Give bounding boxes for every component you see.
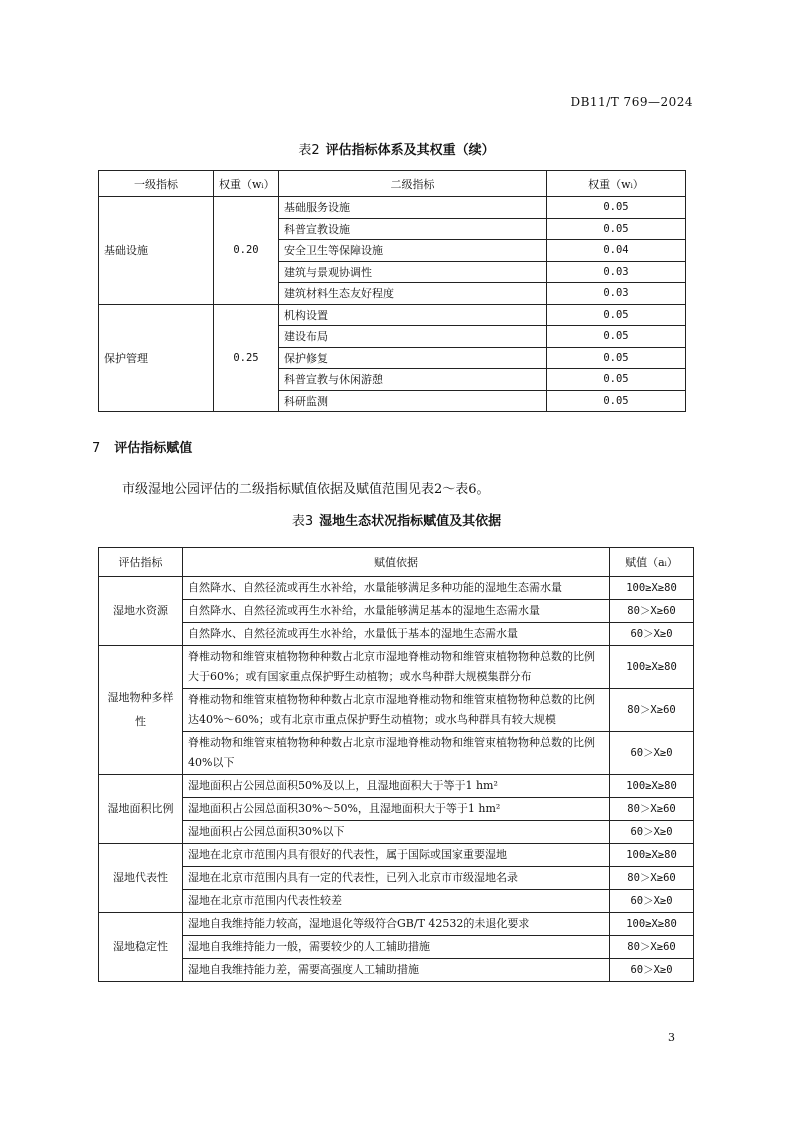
table2-caption [0, 139, 793, 158]
table2-caption-title: 评估指标体系及其权重（续） [325, 143, 495, 158]
section-title: 评估指标赋值 [114, 441, 193, 456]
table3-body [99, 577, 694, 982]
secondary-indicator-cell: 建设布局 [279, 326, 547, 348]
value-cell: 100≥X≥80 [610, 913, 694, 936]
table-row [99, 732, 694, 775]
secondary-weight-cell: 0.05 [547, 197, 686, 219]
secondary-weight-cell: 0.05 [547, 369, 686, 391]
secondary-weight-cell: 0.05 [547, 347, 686, 369]
table-row [99, 304, 686, 326]
primary-indicator-cell: 保护管理 [99, 304, 214, 412]
table-row [99, 775, 694, 798]
table2-header-cell: 一级指标 [99, 171, 214, 197]
basis-cell: 脊椎动物和维管束植物物种种数占北京市湿地脊椎动物和维管束植物物种总数的比例40%以下 [183, 732, 610, 775]
primary-indicator-cell: 基础设施 [99, 197, 214, 305]
section-number: 7 [92, 441, 101, 456]
table-row [99, 623, 694, 646]
secondary-indicator-cell: 基础服务设施 [279, 197, 547, 219]
table-row [99, 577, 694, 600]
basis-cell: 湿地在北京市范围内代表性较差 [183, 890, 610, 913]
secondary-indicator-cell: 建筑与景观协调性 [279, 261, 547, 283]
table2-caption-number: 表2 [298, 143, 320, 158]
table2-body [99, 197, 686, 412]
table3-header-cell: 赋值（aᵢ） [610, 548, 694, 577]
basis-cell: 湿地面积占公园总面积30%～50%，且湿地面积大于等于1 hm² [183, 798, 610, 821]
table2-header-cell: 权重（wᵢ） [547, 171, 686, 197]
document-code: DB11/T 769—2024 [570, 95, 693, 109]
table-row [99, 197, 686, 219]
secondary-weight-cell: 0.05 [547, 326, 686, 348]
indicator-cell: 湿地稳定性 [99, 913, 183, 982]
basis-cell: 自然降水、自然径流或再生水补给，水量能够满足多种功能的湿地生态需水量 [183, 577, 610, 600]
basis-cell: 自然降水、自然径流或再生水补给，水量低于基本的湿地生态需水量 [183, 623, 610, 646]
value-cell: 100≥X≥80 [610, 577, 694, 600]
table-row [99, 821, 694, 844]
table3-caption-number: 表3 [291, 514, 314, 529]
table3-header-cell: 赋值依据 [183, 548, 610, 577]
table-row [99, 913, 694, 936]
basis-cell: 湿地自我维持能力差，需要高强度人工辅助措施 [183, 959, 610, 982]
table2-header-cell: 二级指标 [279, 171, 547, 197]
table-row [99, 689, 694, 732]
value-cell: 80＞X≥60 [610, 936, 694, 959]
secondary-indicator-cell: 机构设置 [279, 304, 547, 326]
basis-cell: 自然降水、自然径流或再生水补给，水量能够满足基本的湿地生态需水量 [183, 600, 610, 623]
basis-cell: 湿地在北京市范围内具有一定的代表性，已列入北京市市级湿地名录 [183, 867, 610, 890]
basis-cell: 脊椎动物和维管束植物物种种数占北京市湿地脊椎动物和维管束植物物种总数的比例达40%～60%；或有北京市重点保护野生动植物；或水鸟种群具有较大规模 [183, 689, 610, 732]
section-heading [92, 437, 192, 456]
secondary-indicator-cell: 科普宣教设施 [279, 218, 547, 240]
secondary-indicator-cell: 科普宣教与休闲游憩 [279, 369, 547, 391]
table3-caption [0, 510, 793, 529]
value-cell: 80＞X≥60 [610, 689, 694, 732]
table-row [99, 936, 694, 959]
secondary-indicator-cell: 科研监测 [279, 390, 547, 412]
value-cell: 80＞X≥60 [610, 600, 694, 623]
secondary-weight-cell: 0.03 [547, 283, 686, 305]
indicator-cell: 湿地面积比例 [99, 775, 183, 844]
secondary-weight-cell: 0.04 [547, 240, 686, 262]
indicator-cell: 湿地水资源 [99, 577, 183, 646]
basis-cell: 湿地面积占公园总面积50%及以上，且湿地面积大于等于1 hm² [183, 775, 610, 798]
basis-cell: 湿地在北京市范围内具有很好的代表性，属于国际或国家重要湿地 [183, 844, 610, 867]
value-cell: 80＞X≥60 [610, 798, 694, 821]
table-row [99, 844, 694, 867]
body-paragraph: 市级湿地公园评估的二级指标赋值依据及赋值范围见表2～表6。 [122, 482, 490, 497]
table-row [99, 600, 694, 623]
value-cell: 100≥X≥80 [610, 775, 694, 798]
primary-weight-cell: 0.20 [214, 197, 279, 305]
secondary-weight-cell: 0.05 [547, 218, 686, 240]
secondary-indicator-cell: 保护修复 [279, 347, 547, 369]
table3-header-row [99, 548, 694, 577]
table3-caption-title: 湿地生态状况指标赋值及其依据 [319, 514, 502, 529]
table2-header-cell: 权重（wᵢ） [214, 171, 279, 197]
table2-header-row [99, 171, 686, 197]
secondary-indicator-cell: 建筑材料生态友好程度 [279, 283, 547, 305]
secondary-weight-cell: 0.05 [547, 390, 686, 412]
value-cell: 60＞X≥0 [610, 821, 694, 844]
basis-cell: 脊椎动物和维管束植物物种种数占北京市湿地脊椎动物和维管束植物物种总数的比例大于60%；或有国家重点保护野生动植物；或水鸟种群大规模集群分布 [183, 646, 610, 689]
indicator-cell: 湿地代表性 [99, 844, 183, 913]
indicator-cell: 湿地物种多样性 [99, 646, 183, 775]
value-cell: 60＞X≥0 [610, 890, 694, 913]
value-cell: 60＞X≥0 [610, 732, 694, 775]
primary-weight-cell: 0.25 [214, 304, 279, 412]
assignment-table [98, 547, 694, 982]
basis-cell: 湿地自我维持能力一般，需要较少的人工辅助措施 [183, 936, 610, 959]
table-row [99, 646, 694, 689]
value-cell: 80＞X≥60 [610, 867, 694, 890]
basis-cell: 湿地面积占公园总面积30%以下 [183, 821, 610, 844]
value-cell: 60＞X≥0 [610, 959, 694, 982]
table-row [99, 867, 694, 890]
secondary-indicator-cell: 安全卫生等保障设施 [279, 240, 547, 262]
table-row [99, 798, 694, 821]
value-cell: 100≥X≥80 [610, 646, 694, 689]
value-cell: 100≥X≥80 [610, 844, 694, 867]
secondary-weight-cell: 0.05 [547, 304, 686, 326]
table-row [99, 890, 694, 913]
table3-header-cell: 评估指标 [99, 548, 183, 577]
value-cell: 60＞X≥0 [610, 623, 694, 646]
secondary-weight-cell: 0.03 [547, 261, 686, 283]
page-number: 3 [668, 1031, 675, 1044]
basis-cell: 湿地自我维持能力较高，湿地退化等级符合GB/T 42532的未退化要求 [183, 913, 610, 936]
weight-table [98, 170, 686, 412]
table-row [99, 959, 694, 982]
